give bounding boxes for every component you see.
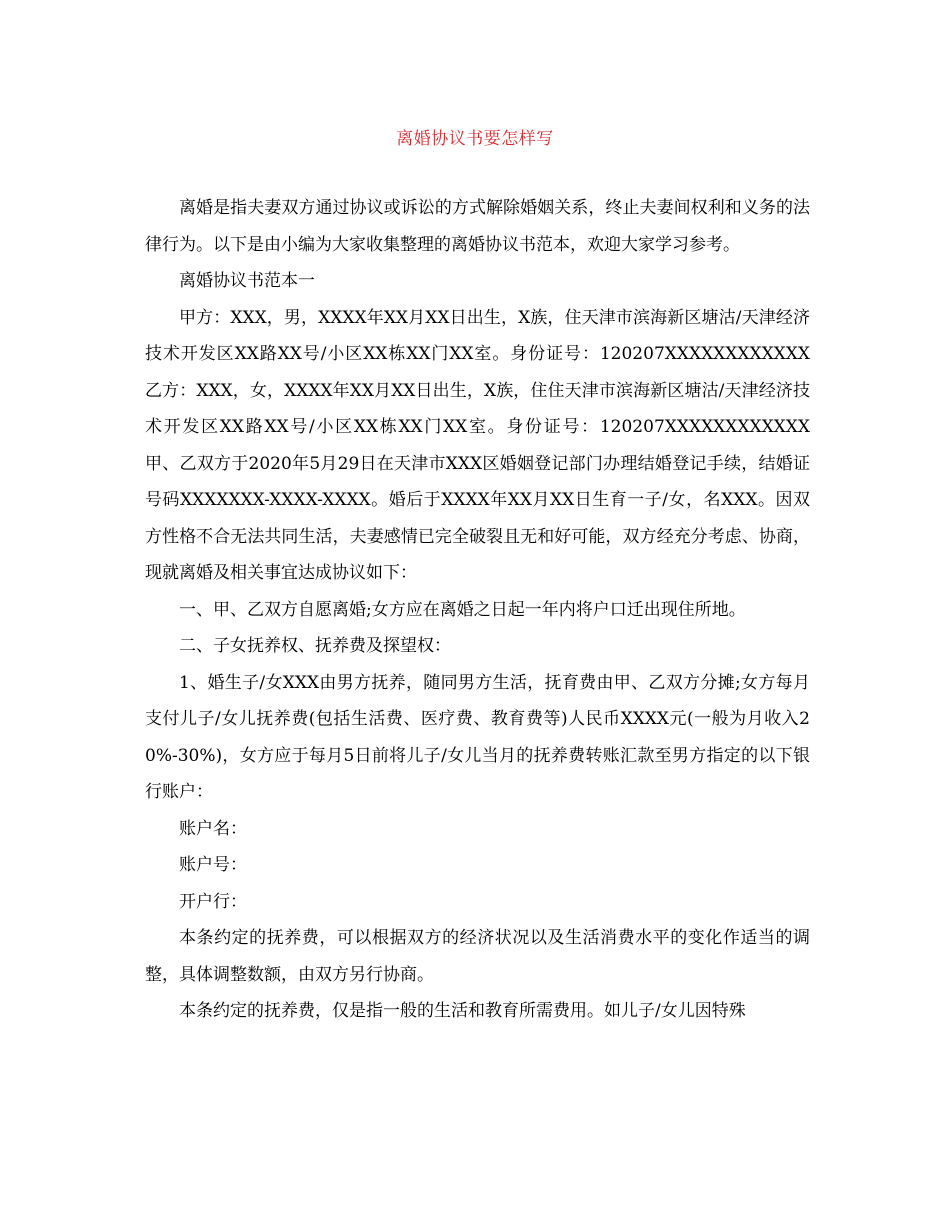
document-title: 离婚协议书要怎样写 [396,129,554,149]
paragraph-clause-2-1: 1、婚生子/女XXX由男方抚养，随同男方生活，抚育费由甲、乙双方分摊;女方每月支付儿子/女儿抚养费(包括生活费、医疗费、教育费等)人民币XXXX元(一般为月收入20%-30%)，女方应于每月5日前将儿子/女儿当月的抚养费转账汇款至男方指定的以下银行账户： [145,672,810,802]
paragraph-adjustment: 本条约定的抚养费，可以根据双方的经济状况以及生活消费水平的变化作适当的调整，具体调整数额，由双方另行协商。 [145,928,810,985]
paragraph-section-heading: 离婚协议书范本一 [179,271,315,291]
paragraph-scope: 本条约定的抚养费，仅是指一般的生活和教育所需费用。如儿子/女儿因特殊 [179,1001,746,1021]
paragraph-clause-2: 二、子女抚养权、抚养费及探望权： [179,636,451,656]
paragraph-account-number: 账户号： [179,855,247,875]
document-body [145,190,810,1030]
paragraph-intro: 离婚是指夫妻双方通过协议或诉讼的方式解除婚姻关系，终止夫妻间权利和义务的法律行为。以下是由小编为大家收集整理的离婚协议书范本，欢迎大家学习参考。 [145,198,810,255]
paragraph-clause-1: 一、甲、乙双方自愿离婚;女方应在离婚之日起一年内将户口迁出现住所地。 [179,599,746,620]
paragraph-account-name: 账户名： [179,818,247,839]
paragraph-parties: 甲方：XXX，男，XXXX年XX月XX日出生，X族，住天津市滨海新区塘沽/天津经济技术开发区XX路XX号/小区XX栋XX门XX室。身份证号：120207XXXXXXXXXXXX 乙方：XXX，女，XXXX年XX月XX日出生，X族，住住天津市滨海新区塘沽/天津经济技术开发区XX路XX号/小区XX栋XX门XX室。身份证号：120207XXXXXXXXXXXX 甲、乙双方于2020年5月29日在天津市XXX区婚姻登记部门办理结婚登记手续，结婚证号码XXXXXXX-XXXX-XXXX。婚后于XXXX年XX月XX日生育一子/女，名XXX。因双方性格不合无法共同生活，夫妻感情已完全破裂且无和好可能，双方经充分考虑、协商，现就离婚及相关事宜达成协议如下： [145,307,810,583]
paragraph-bank: 开户行： [179,891,247,912]
